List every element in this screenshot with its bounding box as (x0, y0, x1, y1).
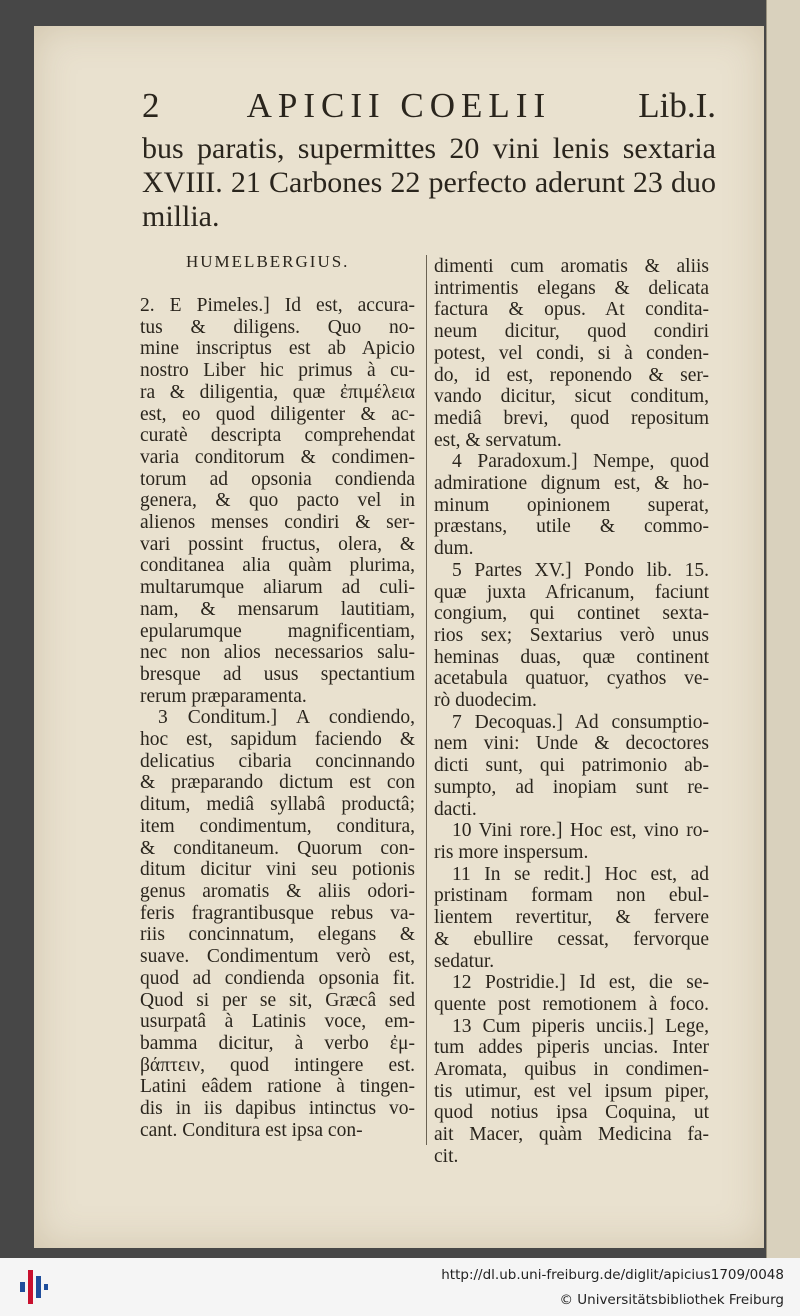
commentary-line: dis in iis dapibus intinctus vo- (140, 1098, 415, 1120)
commentary-line: vari possint fructus, olera, & (140, 533, 415, 555)
commentary-line: acetabula quatuor, cyathos ve- (434, 668, 709, 690)
commentary-line: potest, vel condi, si à conden- (434, 342, 709, 364)
commentary-line: est, & servatum. (434, 429, 562, 451)
commentary-line: intrimentis elegans & delicata (434, 277, 709, 299)
commentary-line: & præparando dictum est con (140, 772, 415, 794)
commentator-heading: HUMELBERGIUS. (186, 252, 350, 271)
commentary-line: conditanea alia quàm plurima, (140, 555, 415, 577)
commentary-line: 10 Vini rore.] Hoc est, vino ro- (452, 820, 709, 842)
commentary-line: vando dicitur, sicut conditum, (434, 386, 709, 408)
document-url[interactable]: http://dl.ub.uni-freiburg.de/diglit/apicius1709/0048 (441, 1267, 784, 1283)
commentary-line: ris more inspersum. (434, 841, 589, 863)
ub-freiburg-logo-icon (18, 1266, 50, 1308)
commentary-line: 12 Postridie.] Id est, die se- (452, 972, 709, 994)
commentary-line: usurpatâ à Latinis voce, em- (140, 1011, 415, 1033)
commentary-line: Quod si per se sit, Græcâ sed (140, 989, 415, 1011)
main-text-line: XVIII. 21 Carbones 22 perfecto aderunt 23 duo (142, 166, 716, 199)
running-title: APICII COELII (246, 86, 552, 125)
commentary-line: lientem revertitur, & fervere (434, 907, 709, 929)
commentary-line: curatè descripta comprehendat (140, 425, 415, 447)
column-rule (426, 255, 427, 1145)
commentary-line: mediâ brevi, quod repositum (434, 407, 709, 429)
main-text (142, 132, 716, 234)
viewer-footer (0, 1258, 800, 1316)
commentary-line: tis utimur, est vel ipsum piper, (434, 1080, 709, 1102)
commentary-line: quod ad condienda opsonia fit. (140, 967, 415, 989)
commentary-line: quod notius ipsa Coquina, ut (434, 1102, 709, 1124)
commentary-line: do, id est, reponendo & ser- (434, 364, 709, 386)
commentary-line: pristinam formam non ebul- (434, 885, 709, 907)
commentary-line: 5 Partes XV.] Pondo lib. 15. (452, 559, 709, 581)
commentary-line: mine inscriptus est ab Apicio (140, 338, 415, 360)
book-label: Lib.I. (638, 86, 716, 125)
commentary-line: & conditaneum. Quorum con- (140, 837, 415, 859)
commentary-line: 13 Cum piperis unciis.] Lege, (452, 1015, 709, 1037)
commentary-line: admiratione dignum est, & ho- (434, 473, 709, 495)
commentary-line: multarumque aliarum ad culi- (140, 577, 415, 599)
commentary-line: suave. Condimentum verò est, (140, 946, 415, 968)
commentary-line: ait Macer, quàm Medicina fa- (434, 1124, 709, 1146)
commentary-line: cit. (434, 1145, 459, 1167)
commentary-line: ditum, mediâ syllabâ productâ; (140, 794, 415, 816)
copyright-notice: © Universitätsbibliothek Freiburg (559, 1292, 784, 1308)
commentary-line: rios sex; Sextarius verò unus (434, 624, 709, 646)
commentary-line: varia conditorum & condimen- (140, 446, 415, 468)
commentary-line: dacti. (434, 798, 477, 820)
running-head (142, 86, 716, 126)
commentary-line: minum opinionem superat, (434, 494, 709, 516)
commentary-line: tum addes piperis uncias. Inter (434, 1037, 709, 1059)
commentary-line: bamma dicitur, à verbo ἐμ- (140, 1032, 415, 1054)
main-text-line: bus paratis, supermittes 20 vini lenis sextaria (142, 132, 716, 165)
commentary-line: 11 In se redit.] Hoc est, ad (452, 863, 709, 885)
commentary-line: torum ad opsonia condienda (140, 468, 415, 490)
commentary-line: & ebullire cessat, fervorque (434, 928, 709, 950)
commentary-line: congium, qui continet sexta- (434, 603, 709, 625)
commentary-line: sumpto, ad inopiam sunt re- (434, 776, 709, 798)
commentary-line: tus & diligens. Quo no- (140, 316, 415, 338)
commentary-line: genus aromatis & aliis odori- (140, 880, 415, 902)
commentary-line: nem vini: Unde & decoctores (434, 733, 709, 755)
commentary-line: sedatur. (434, 950, 495, 972)
commentary-line: βάπτειν, quod intingere est. (140, 1054, 415, 1076)
commentary-right-column (434, 256, 709, 1168)
commentary-line: Aromata, quibus in condimen- (434, 1059, 709, 1081)
commentary-line: dicti sunt, qui patrimonio ab- (434, 755, 709, 777)
commentary-line: nec non alios necessarios salu- (140, 642, 415, 664)
commentary-line: ditum dicitur vini seu potionis (140, 859, 415, 881)
commentary-line: riis concinnatum, elegans & (140, 924, 415, 946)
commentary-line: factura & opus. At condita- (434, 299, 709, 321)
commentary-line: est, eo quod diligenter & ac- (140, 403, 415, 425)
page-number: 2 (142, 86, 160, 125)
commentary-line: 7 Decoquas.] Ad consumptio- (452, 711, 709, 733)
commentary-line: 4 Paradoxum.] Nempe, quod (452, 451, 709, 473)
commentary-line: nam, & mensarum lautitiam, (140, 598, 415, 620)
commentary-line: rerum præparamenta. (140, 685, 307, 707)
commentary-line: hoc est, sapidum faciendo & (140, 729, 415, 751)
commentary-line: delicatius cibaria concinnando (140, 750, 415, 772)
commentary-line: præstans, utile & commo- (434, 516, 709, 538)
commentary-line: alienos menses condiri & ser- (140, 512, 415, 534)
commentary-line: 2. E Pimeles.] Id est, accura- (140, 295, 415, 316)
commentary-line: 3 Conditum.] A condiendo, (158, 707, 415, 729)
commentary-line: dum. (434, 538, 474, 560)
commentary-line: Latini eâdem ratione à tingen- (140, 1076, 415, 1098)
commentary-line: dimenti cum aromatis & aliis (434, 256, 709, 277)
commentary-line: feris fragrantibusque rebus va- (140, 902, 415, 924)
commentary-line: rò duodecim. (434, 690, 537, 712)
commentary-line: cant. Conditura est ipsa con- (140, 1119, 363, 1141)
commentary-line: bresque ad usus spectantium (140, 663, 415, 685)
commentary-left-column (140, 295, 415, 1141)
commentary-line: genera, & quo pacto vel in (140, 490, 415, 512)
commentary-line: ra & diligentia, quæ ἐπιμέλεια (140, 381, 415, 403)
main-text-line: millia. (142, 200, 220, 233)
facing-page-edge (766, 0, 800, 1258)
commentary-line: epularumque magnificentiam, (140, 620, 415, 642)
commentary-line: item condimentum, conditura, (140, 815, 415, 837)
commentary-line: nostro Liber hic primus à cu- (140, 360, 415, 382)
commentary-line: quente post remotionem à foco. (434, 993, 709, 1015)
commentary-line: heminas duas, quæ continent (434, 646, 709, 668)
commentary-line: neum dicitur, quod condiri (434, 321, 709, 343)
commentary-line: quæ juxta Africanum, faciunt (434, 581, 709, 603)
